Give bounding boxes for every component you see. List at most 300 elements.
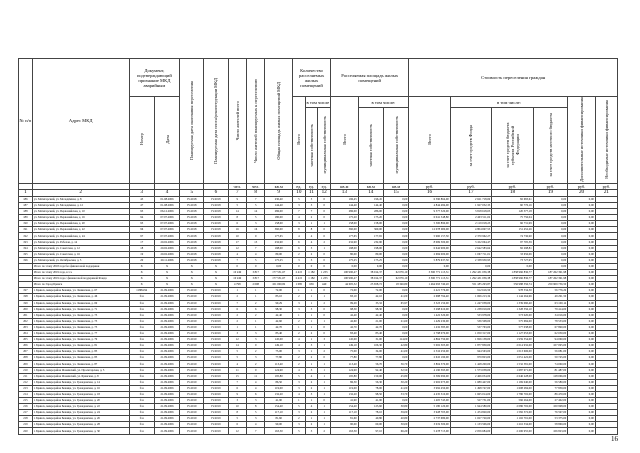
- value-cell: 33,32: [358, 300, 383, 306]
- value-cell: 1 292 431 056,38: [450, 276, 491, 282]
- value-cell: IV.2019: [204, 288, 228, 294]
- value-cell: 1: [305, 337, 318, 343]
- value-cell: 188: [19, 209, 33, 215]
- value-cell: б/н: [129, 318, 154, 324]
- value-cell: 81,60: [331, 416, 359, 422]
- value-cell: 0,00: [383, 355, 408, 361]
- value-cell: 49 291,50: [533, 294, 568, 300]
- value-cell: 38 914,37: [358, 270, 383, 276]
- value-cell: 1: [318, 361, 331, 367]
- value-cell: 2: [318, 428, 331, 434]
- address-cell: г. Брянск, микрорайон Бежица, ул. Ленинская, д. 79: [32, 337, 129, 343]
- value-cell: б/н: [129, 391, 154, 397]
- value-cell: 79 414,00: [533, 306, 568, 312]
- planned-demolish-header: Планируемая дата сноса/реконструкции МКД: [204, 59, 228, 184]
- value-cell: 2 516 250,00: [409, 349, 450, 355]
- value-cell: 0,00: [533, 215, 568, 221]
- value-cell: б/н: [129, 300, 154, 306]
- value-cell: 40,80: [358, 416, 383, 422]
- value-cell: 186: [19, 196, 33, 202]
- value-cell: 1: [318, 343, 331, 349]
- value-cell: 78,10: [358, 410, 383, 416]
- value-cell: 177,65: [331, 233, 359, 239]
- value-cell: 1 877 830,00: [450, 343, 491, 349]
- value-cell: 205: [19, 337, 33, 343]
- value-cell: б/н: [129, 416, 154, 422]
- value-cell: 21.09.2006: [154, 416, 179, 422]
- value-cell: 0,00: [383, 245, 408, 251]
- value-cell: 163,30: [331, 428, 359, 434]
- value-cell: 2: [293, 361, 306, 367]
- value-cell: IV.2019: [204, 312, 228, 318]
- value-cell: 0,00: [383, 209, 408, 215]
- value-cell: 6 642 900,00: [409, 245, 450, 251]
- value-cell: 0: [318, 196, 331, 202]
- value-cell: 1 927 052,33: [450, 203, 491, 209]
- value-cell: 33,70: [383, 391, 408, 397]
- value-cell: 1 608 284,00: [492, 385, 533, 391]
- value-cell: IV.2018: [204, 227, 228, 233]
- value-cell: 21.09.2006: [154, 318, 179, 324]
- cost-extra-header: Дополнительные источники финансирования: [568, 97, 596, 184]
- value-cell: 11884/94: [129, 288, 154, 294]
- value-cell: 0,00: [533, 203, 568, 209]
- value-cell: X: [154, 276, 179, 282]
- value-cell: IV.2019: [204, 355, 228, 361]
- value-cell: 45: [129, 196, 154, 202]
- value-cell: 158,00: [265, 221, 293, 227]
- value-cell: 50 745,00: [533, 355, 568, 361]
- value-cell: 78,00: [358, 385, 383, 391]
- value-cell: 98,30: [331, 306, 359, 312]
- value-cell: 8: [305, 227, 318, 233]
- table-row: [19, 428, 618, 434]
- unit-cell: кв.м: [331, 183, 359, 189]
- col-address-header: Адрес МКД: [32, 59, 129, 184]
- value-cell: 1: [318, 294, 331, 300]
- value-cell: 0,00: [492, 263, 533, 269]
- value-cell: 98,30: [265, 306, 293, 312]
- value-cell: 3 928 705,00: [409, 410, 450, 416]
- value-cell: 14: [228, 209, 246, 215]
- value-cell: 21.09.2006: [154, 355, 179, 361]
- value-cell: 96: [129, 227, 154, 233]
- value-cell: 0: [318, 398, 331, 404]
- value-cell: 21.09.2006: [154, 349, 179, 355]
- value-cell: 1 233: [318, 276, 331, 282]
- value-cell: 5: [293, 196, 306, 202]
- value-cell: 1: [228, 288, 246, 294]
- value-cell: 30,00: [383, 422, 408, 428]
- value-cell: 42,10: [358, 294, 383, 300]
- value-cell: 98,30: [358, 306, 383, 312]
- value-cell: IV.2019: [180, 379, 204, 385]
- value-cell: 0: [318, 227, 331, 233]
- value-cell: 2: [293, 330, 306, 336]
- value-cell: 286,00: [358, 209, 383, 215]
- value-cell: 1: [318, 367, 331, 373]
- value-cell: 98,50: [358, 391, 383, 397]
- value-cell: 1: [318, 373, 331, 379]
- value-cell: 0,00: [533, 245, 568, 251]
- value-cell: 196: [19, 257, 33, 263]
- value-cell: 177,65: [265, 233, 293, 239]
- value-cell: 5 960 157,50: [409, 233, 450, 239]
- value-cell: 17: [228, 239, 246, 245]
- value-cell: 86 470,00: [533, 391, 568, 397]
- value-cell: 33 656,06: [492, 251, 533, 257]
- value-cell: 82 298,81: [492, 245, 533, 251]
- address-cell: ул. Матигорский, ул. Первомайская, д. 22: [32, 227, 129, 233]
- value-cell: 0,00: [568, 257, 596, 263]
- value-cell: 4 190 395,00: [409, 367, 450, 373]
- value-cell: 1 826 158,00: [450, 337, 491, 343]
- value-cell: 0,00: [568, 391, 596, 397]
- value-cell: 195,80: [265, 373, 293, 379]
- value-cell: 3: [293, 422, 306, 428]
- value-cell: 3 818 618,03: [450, 209, 491, 215]
- value-cell: 0,00: [568, 263, 596, 269]
- value-cell: 3: [293, 203, 306, 209]
- value-cell: 0: [318, 306, 331, 312]
- value-cell: 180,00: [265, 215, 293, 221]
- unit-cell: чел.: [246, 183, 264, 189]
- value-cell: 2: [305, 355, 318, 361]
- value-cell: 2: [305, 385, 318, 391]
- value-cell: 1: [318, 245, 331, 251]
- value-cell: 9 577 520,00: [409, 209, 450, 215]
- value-cell: 0,00: [568, 276, 596, 282]
- area-total-header: Всего: [331, 97, 359, 184]
- value-cell: 1 133 506,00: [450, 422, 491, 428]
- value-cell: 196,45: [331, 196, 359, 202]
- value-cell: 3: [246, 330, 264, 336]
- value-cell: 20.11.2006: [154, 257, 179, 263]
- value-cell: 21.09.2006: [154, 294, 179, 300]
- value-cell: 232,90: [265, 239, 293, 245]
- value-cell: 4: [293, 391, 306, 397]
- value-cell: 1 428 200,00: [450, 361, 491, 367]
- value-cell: IV.2019: [180, 349, 204, 355]
- value-cell: 0,00: [568, 270, 596, 276]
- value-cell: 21.09.2006: [154, 373, 179, 379]
- value-cell: IV.2018: [204, 245, 228, 251]
- value-cell: 2 621 718,69: [450, 196, 491, 202]
- value-cell: 1 127 053,00: [492, 330, 533, 336]
- value-cell: IV.2019: [180, 398, 204, 404]
- unit-cell: руб.: [450, 183, 491, 189]
- value-cell: 198,00: [265, 245, 293, 251]
- value-cell: 1: [246, 318, 264, 324]
- value-cell: 3: [305, 257, 318, 263]
- value-cell: 214: [19, 391, 33, 397]
- value-cell: IV.2018: [180, 196, 204, 202]
- value-cell: IV.2019: [204, 306, 228, 312]
- value-cell: 0,00: [383, 288, 408, 294]
- value-cell: 3: [293, 221, 306, 227]
- value-cell: 4: [293, 337, 306, 343]
- value-cell: 0,00: [568, 300, 596, 306]
- value-cell: 5: [228, 355, 246, 361]
- value-cell: 41,00: [383, 294, 408, 300]
- value-cell: 1 238 019,00: [450, 306, 491, 312]
- value-cell: 20.02.2006: [154, 245, 179, 251]
- value-cell: 3: [293, 257, 306, 263]
- value-cell: 0,00: [568, 251, 596, 257]
- value-cell: 5: [293, 428, 306, 434]
- value-cell: 4: [293, 367, 306, 373]
- value-cell: 8: [293, 227, 306, 233]
- value-cell: 4: [293, 215, 306, 221]
- unit-cell: ед.: [318, 183, 331, 189]
- value-cell: 1 216 334,00: [492, 422, 533, 428]
- value-cell: 39,00: [383, 410, 408, 416]
- col-number-header: № п/п: [19, 59, 33, 184]
- value-cell: 1 013 606,00: [492, 349, 533, 355]
- value-cell: 86,50: [265, 379, 293, 385]
- value-cell: X: [180, 282, 204, 288]
- value-cell: 1 432 585,00: [409, 324, 450, 330]
- value-cell: 145,00: [331, 337, 359, 343]
- address-cell: ул. Матигорский, ул. Первомайская, д. 10: [32, 209, 129, 215]
- value-cell: 5: [293, 373, 306, 379]
- value-cell: 533 978,00: [450, 312, 491, 318]
- unit-cell: руб.: [533, 183, 568, 189]
- value-cell: IV.2018: [180, 245, 204, 251]
- value-cell: 74 060,00: [533, 361, 568, 367]
- address-cell: Итого по Город Брянск: [32, 282, 129, 288]
- value-cell: 2 338 930,95: [450, 257, 491, 263]
- address-cell: ул. Матигорский, ул. Первомайская, д. 24: [32, 233, 129, 239]
- value-cell: 912 616,50: [450, 288, 491, 294]
- value-cell: 1: [305, 324, 318, 330]
- value-cell: 9: [228, 391, 246, 397]
- value-cell: 12: [228, 245, 246, 251]
- address-cell: г. Брянск, микрорайон Бежица, ул. Гражданская, д. 28: [32, 422, 129, 428]
- column-number-cell: 20: [568, 189, 596, 196]
- value-cell: 0,00: [568, 337, 596, 343]
- value-cell: 41,90: [331, 398, 359, 404]
- value-cell: 77 839,00: [533, 385, 568, 391]
- value-cell: 1 838 966 836,77: [492, 276, 533, 282]
- value-cell: 0,00: [383, 233, 408, 239]
- value-cell: 3 102 064,47: [450, 239, 491, 245]
- value-cell: 1: [305, 312, 318, 318]
- address-cell: г. Брянск, микрорайон Бежица, ул. Гражданская, д. 16: [32, 385, 129, 391]
- area-group-header: Расселяемая площадь жилых помещений: [331, 59, 409, 97]
- value-cell: 0: [318, 263, 331, 269]
- value-cell: 177 551,67: [265, 270, 293, 276]
- value-cell: 4: [246, 379, 264, 385]
- value-cell: IV.2018: [180, 221, 204, 227]
- value-cell: 6: [228, 221, 246, 227]
- value-cell: X: [154, 263, 179, 269]
- value-cell: 1: [318, 416, 331, 422]
- value-cell: 66 731,99: [492, 221, 533, 227]
- value-cell: 18: [129, 245, 154, 251]
- address-cell: Итого по этапу 2019 года с финансовой поддержкой Фонда: [32, 276, 129, 282]
- value-cell: 41,00: [383, 385, 408, 391]
- value-cell: 0,00: [533, 196, 568, 202]
- value-cell: 4: [246, 251, 264, 257]
- value-cell: 0,00: [383, 263, 408, 269]
- value-cell: 20.02.2006: [154, 251, 179, 257]
- value-cell: 124,90: [265, 367, 293, 373]
- value-cell: 99,29: [331, 300, 359, 306]
- value-cell: 41,00: [383, 349, 408, 355]
- value-cell: 60,00: [358, 422, 383, 428]
- value-cell: 1 182: [305, 270, 318, 276]
- value-cell: 5: [293, 404, 306, 410]
- value-cell: IV.2018: [180, 257, 204, 263]
- value-cell: 2 086 702,00: [492, 404, 533, 410]
- resettlement-table: [18, 58, 618, 435]
- value-cell: 42,70: [265, 324, 293, 330]
- value-cell: 42,80: [383, 343, 408, 349]
- value-cell: IV.2019: [204, 416, 228, 422]
- resettlement-table-page: [18, 58, 618, 435]
- value-cell: 86,50: [331, 379, 359, 385]
- address-cell: ул. Матигорский, ул. Советская, д. 16: [32, 251, 129, 257]
- value-cell: 30,20: [383, 379, 408, 385]
- value-cell: 32,50: [383, 367, 408, 373]
- value-cell: 95: [129, 221, 154, 227]
- address-cell: Итого по этапу 2018 года без финансовой поддержки: [32, 263, 129, 269]
- value-cell: 0: [228, 263, 246, 269]
- value-cell: 3 360 771 113,31: [409, 270, 450, 276]
- value-cell: 218: [19, 416, 33, 422]
- value-cell: 577 038,00: [492, 324, 533, 330]
- value-cell: 65,97: [383, 300, 408, 306]
- value-cell: 123,60: [358, 404, 383, 410]
- value-cell: 14: [246, 209, 264, 215]
- doc-number-header: Номер: [129, 97, 154, 184]
- value-cell: 144,40: [358, 203, 383, 209]
- value-cell: 42,40: [265, 312, 293, 318]
- value-cell: 6: [246, 391, 264, 397]
- value-cell: IV.2019: [180, 324, 204, 330]
- value-cell: 3 360 771 113,31: [409, 276, 450, 282]
- value-cell: 100 990,47: [331, 270, 359, 276]
- column-number-cell: 4: [154, 189, 179, 196]
- value-cell: 21.09.2006: [154, 361, 179, 367]
- value-cell: 0: [318, 257, 331, 263]
- value-cell: IV.2018: [180, 203, 204, 209]
- value-cell: 2: [246, 349, 264, 355]
- value-cell: 1: [246, 294, 264, 300]
- value-cell: 0,00: [568, 324, 596, 330]
- value-cell: 0,00: [533, 233, 568, 239]
- value-cell: 07.07.2006: [154, 215, 179, 221]
- value-cell: IV.2018: [204, 209, 228, 215]
- address-cell: г. Брянск, микрорайон Бежица, ул. Гражданская, д. 30: [32, 428, 129, 434]
- value-cell: 536 508,00: [450, 318, 491, 324]
- address-cell: г. Брянск, микрорайон Бежица, ул. Ленинская, д. 67: [32, 288, 129, 294]
- column-number-cell: 10: [293, 189, 306, 196]
- value-cell: 175,25: [331, 257, 359, 263]
- value-cell: 12: [228, 428, 246, 434]
- value-cell: 0,00: [568, 379, 596, 385]
- value-cell: 211: [19, 373, 33, 379]
- value-cell: 6: [246, 306, 264, 312]
- value-cell: 0,00: [331, 263, 359, 269]
- value-cell: IV.2019: [180, 367, 204, 373]
- value-cell: 0,00: [568, 330, 596, 336]
- value-cell: 100 998,00: [533, 404, 568, 410]
- value-cell: 220: [19, 428, 33, 434]
- value-cell: 7: [228, 379, 246, 385]
- value-cell: IV.2019: [180, 391, 204, 397]
- value-cell: 11: [228, 367, 246, 373]
- value-cell: 7: [246, 245, 264, 251]
- unit-cell: руб.: [409, 183, 450, 189]
- value-cell: 77,80: [331, 355, 359, 361]
- address-cell: г. Брянск, микрорайон Бежица, ул. Гражданская, д. 20: [32, 398, 129, 404]
- value-cell: X: [129, 263, 154, 269]
- value-cell: 80,00: [358, 251, 383, 257]
- unit-cell: чел.: [228, 183, 246, 189]
- value-cell: 3: [228, 398, 246, 404]
- value-cell: IV.2019: [204, 330, 228, 336]
- value-cell: 2: [305, 251, 318, 257]
- value-cell: 194: [19, 245, 33, 251]
- value-cell: 6: [228, 422, 246, 428]
- rooms-total-header: Всего: [293, 97, 306, 184]
- value-cell: 0,00: [568, 343, 596, 349]
- value-cell: 2: [293, 294, 306, 300]
- value-cell: 1 169 040,00: [492, 379, 533, 385]
- cost-incl-header: в том числе:: [450, 97, 567, 108]
- value-cell: X: [180, 263, 204, 269]
- value-cell: 21.09.2006: [154, 306, 179, 312]
- column-number-cell: 6: [204, 189, 228, 196]
- address-cell: г. Брянск, микрорайон Фокинский, ул. Пролетарская, д. 5: [32, 367, 129, 373]
- address-cell: г. Брянск, микрорайон Бежица, ул. Гражданская, д. 24: [32, 410, 129, 416]
- value-cell: 0,00: [568, 361, 596, 367]
- value-cell: б/н: [129, 361, 154, 367]
- value-cell: 154,40: [265, 404, 293, 410]
- value-cell: 0,00: [568, 355, 596, 361]
- column-number-cell: 17: [450, 189, 491, 196]
- value-cell: IV.2019: [204, 300, 228, 306]
- unit-cell: кв.м: [383, 183, 408, 189]
- value-cell: IV.2019: [204, 294, 228, 300]
- value-cell: 163,30: [265, 428, 293, 434]
- value-cell: 144,40: [331, 203, 359, 209]
- value-cell: 8: [246, 404, 264, 410]
- value-cell: X: [204, 270, 228, 276]
- value-cell: 56,30: [358, 379, 383, 385]
- address-cell: г. Брянск, микрорайон Бежица, ул. Ленинская, д. 71: [32, 306, 129, 312]
- value-cell: 3: [246, 355, 264, 361]
- cost-fund-header: за счет средств Фонда: [450, 108, 491, 183]
- value-cell: 21.09.2006: [154, 300, 179, 306]
- value-cell: 10 249: [228, 270, 246, 276]
- value-cell: 6: [293, 239, 306, 245]
- value-cell: 1: [318, 221, 331, 227]
- area-private-header: частная собственность: [358, 108, 383, 183]
- value-cell: 2 466 054,00: [450, 373, 491, 379]
- value-cell: 6 041 548,80: [409, 215, 450, 221]
- value-cell: 1 944 580,00: [450, 404, 491, 410]
- value-cell: 0,00: [409, 263, 450, 269]
- value-cell: IV.2019: [180, 410, 204, 416]
- value-cell: 72,00: [331, 288, 359, 294]
- value-cell: 0,00: [568, 282, 596, 288]
- value-cell: IV.2019: [204, 367, 228, 373]
- value-cell: 2 421 776,00: [409, 288, 450, 294]
- column-number-cell: 14: [358, 189, 383, 196]
